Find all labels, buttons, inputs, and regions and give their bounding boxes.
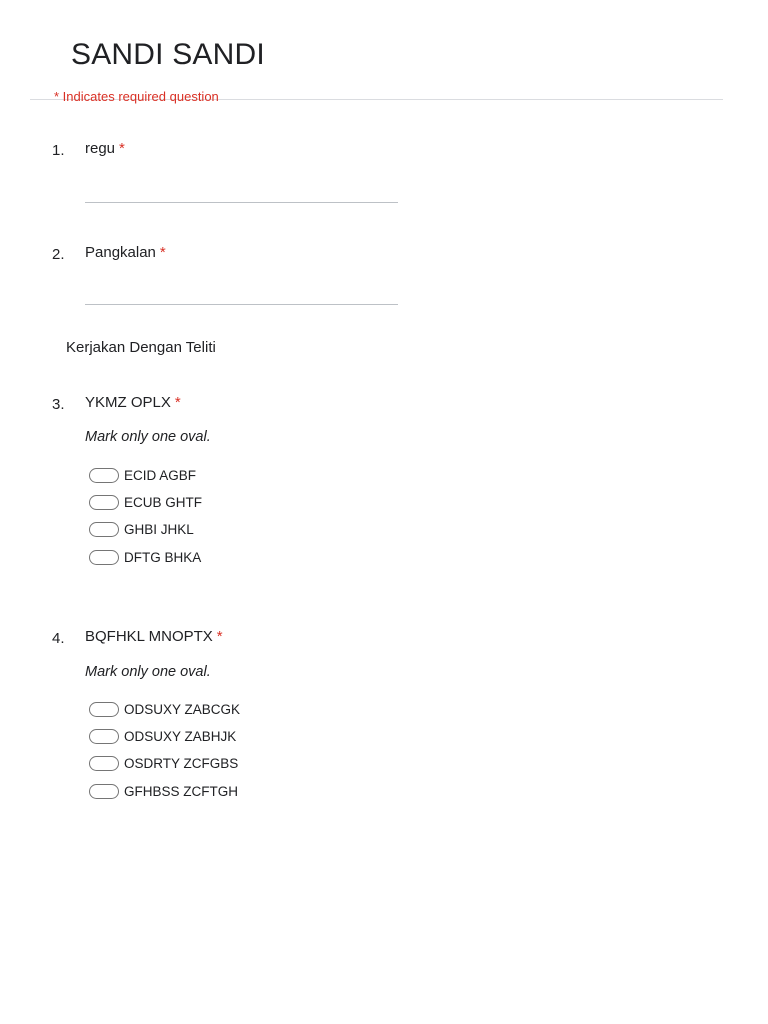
section-description: Kerjakan Dengan Teliti	[66, 339, 216, 356]
mark-hint: Mark only one oval.	[85, 429, 211, 445]
mark-hint: Mark only one oval.	[85, 664, 211, 680]
required-star: *	[119, 140, 125, 157]
oval-radio-icon[interactable]	[89, 702, 119, 717]
option-label: ECID AGBF	[124, 467, 197, 483]
oval-radio-icon[interactable]	[89, 550, 119, 565]
oval-radio-icon[interactable]	[89, 468, 119, 483]
option-radio[interactable]	[89, 754, 238, 772]
required-star: *	[216, 628, 223, 645]
required-star: *	[159, 244, 166, 261]
option-radio[interactable]	[89, 782, 238, 800]
option-label: GFHBSS ZCFTGH	[124, 783, 238, 799]
option-label: OSDRTY ZCFGBS	[124, 755, 239, 771]
question-title-text: YKMZ OPLX	[85, 394, 171, 411]
option-radio[interactable]	[89, 700, 240, 718]
option-radio[interactable]	[89, 727, 236, 745]
question-number: 4.	[52, 630, 65, 647]
required-note: * Indicates required question	[54, 89, 219, 104]
question-number: 1.	[52, 142, 65, 159]
question-number: 2.	[52, 246, 65, 263]
question-title	[85, 140, 125, 157]
question-number: 3.	[52, 396, 65, 413]
question-title-text: regu	[85, 140, 116, 157]
question-title	[85, 628, 223, 645]
oval-radio-icon[interactable]	[89, 495, 119, 510]
option-radio[interactable]	[89, 520, 194, 538]
oval-radio-icon[interactable]	[89, 729, 119, 744]
option-radio[interactable]	[89, 548, 201, 566]
oval-radio-icon[interactable]	[89, 784, 119, 799]
option-label: ODSUXY ZABHJK	[124, 728, 237, 744]
required-star: *	[174, 394, 181, 411]
regu-answer-field[interactable]	[85, 202, 398, 203]
question-title-text: Pangkalan	[85, 244, 156, 261]
question-title	[85, 394, 181, 411]
option-radio[interactable]	[89, 493, 202, 511]
form-title: SANDI SANDI	[71, 38, 265, 71]
option-label: ECUB GHTF	[124, 494, 203, 510]
option-label: DFTG BHKA	[124, 549, 202, 565]
oval-radio-icon[interactable]	[89, 522, 119, 537]
option-label: GHBI JHKL	[124, 521, 194, 537]
question-title	[85, 244, 166, 261]
option-radio[interactable]	[89, 466, 196, 484]
oval-radio-icon[interactable]	[89, 756, 119, 771]
option-label: ODSUXY ZABCGK	[124, 701, 241, 717]
pangkalan-answer-field[interactable]	[85, 304, 398, 305]
question-title-text: BQFHKL MNOPTX	[85, 628, 213, 645]
